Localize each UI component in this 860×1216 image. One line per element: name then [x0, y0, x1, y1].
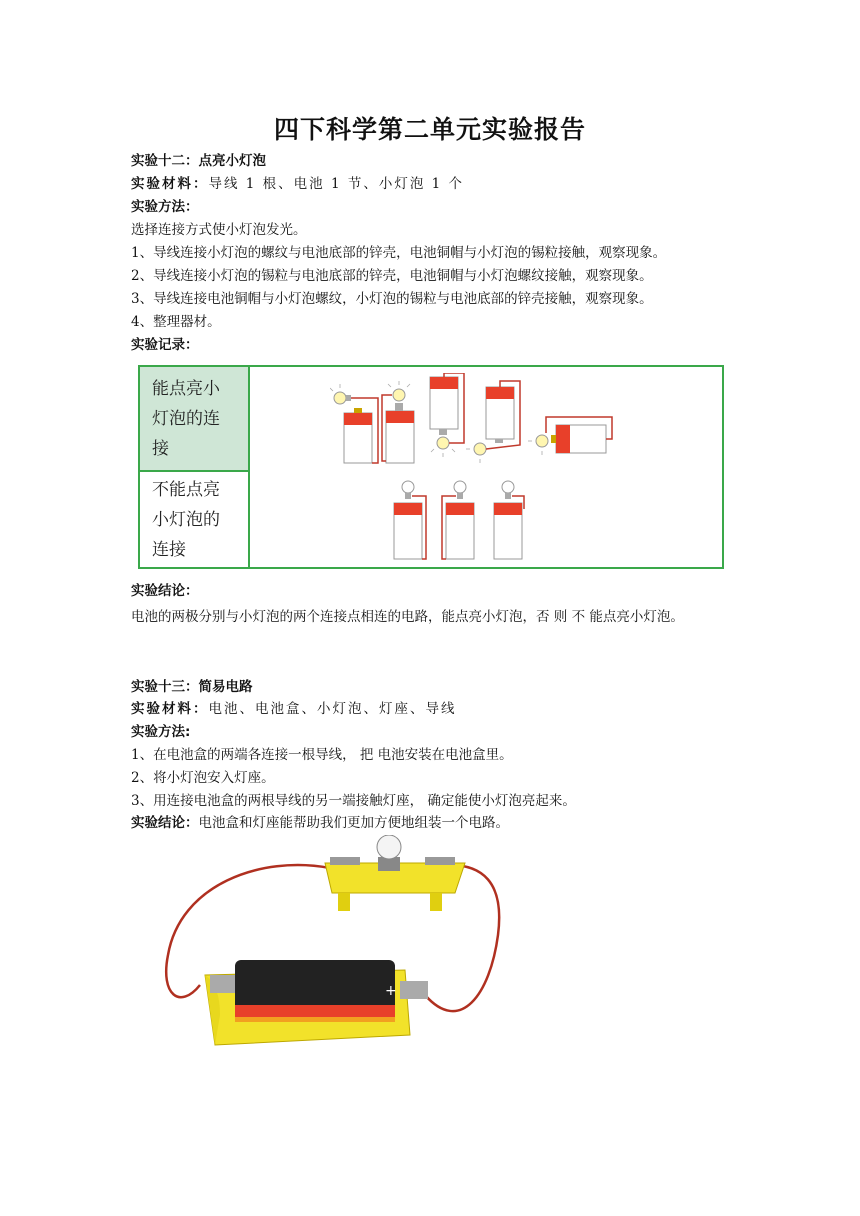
exp12-step: 4、整理器材。 [131, 314, 221, 330]
battery [235, 960, 397, 1022]
record-table [138, 365, 724, 569]
exp12-conclusion: 电池的两极分别与小灯泡的两个连接点相连的电路，能点亮小灯泡，否 则 不 能点亮小灯泡。 [131, 609, 684, 625]
non-working-circuits-figure [388, 479, 528, 563]
working-circuits-figure [330, 373, 620, 467]
exp12-step: 1、导线连接小灯泡的螺纹与电池底部的锌壳，电池铜帽与小灯泡的锡粒接触，观察现象。 [131, 245, 667, 261]
exp12-heading: 实验十二：点亮小灯泡 [131, 153, 266, 169]
exp13-conclusion-line [131, 813, 509, 833]
battery-plus-label: + [385, 983, 397, 999]
exp13-step: 2、将小灯泡安入灯座。 [131, 770, 275, 786]
page-title: 四下科学第二单元实验报告 [273, 115, 586, 144]
exp13-heading: 实验十三：简易电路 [131, 679, 253, 695]
exp12-step: 2、导线连接小灯泡的锡粒与电池底部的锌壳，电池铜帽与小灯泡螺纹接触，观察现象。 [131, 268, 653, 284]
exp12-method-intro: 选择连接方式使小灯泡发光。 [131, 222, 307, 238]
exp12-record-label: 实验记录： [131, 337, 199, 353]
exp13-conclusion: 电池盒和灯座能帮助我们更加方便地组装一个电路。 [198, 815, 509, 831]
table-label-cannot-light: 不能点亮小灯泡的连接 [140, 472, 250, 567]
exp13-materials: 电池、电池盒、小灯泡、灯座、导线 [208, 701, 457, 717]
exp12-conclusion-label: 实验结论： [131, 583, 199, 599]
exp12-materials: 导线 1 根、电池 1 节、小灯泡 1 个 [208, 176, 465, 192]
exp13-materials-line [131, 699, 457, 719]
exp12-step: 3、导线连接电池铜帽与小灯泡螺纹，小灯泡的锡粒与电池底部的锌壳接触，观察现象。 [131, 291, 653, 307]
exp13-step: 1、在电池盒的两端各连接一根导线， 把 电池安装在电池盒里。 [131, 747, 513, 763]
lamp-holder [325, 835, 465, 911]
table-label-can-light: 能点亮小灯泡的连接 [140, 367, 250, 472]
exp13-materials-label: 实验材料： [131, 701, 209, 717]
exp13-step: 3、用连接电池盒的两根导线的另一端接触灯座， 确定能使小灯泡亮起来。 [131, 793, 576, 809]
exp13-method-label: 实验方法: [131, 724, 191, 740]
exp13-conclusion-label: 实验结论： [131, 815, 199, 831]
exp12-materials-label: 实验材料： [131, 176, 209, 192]
exp12-materials-line [131, 174, 464, 194]
exp12-method-label: 实验方法： [131, 199, 199, 215]
simple-circuit-figure [160, 835, 530, 1080]
